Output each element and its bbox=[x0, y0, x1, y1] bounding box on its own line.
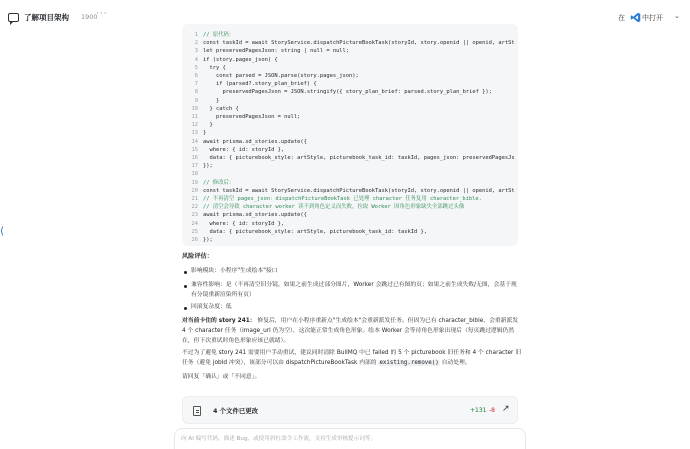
code-text: }); bbox=[203, 237, 213, 243]
story-note-paragraph bbox=[182, 316, 522, 346]
code-text: preservedPagesJson = JSON.stringify({ story_plan_brief: parsed.story_plan_brief }); bbox=[203, 89, 492, 96]
file-icon bbox=[193, 406, 201, 416]
code-text: preservedPagesJson = null; bbox=[203, 114, 301, 120]
chat-icon bbox=[8, 13, 19, 22]
manual-note-pre: 不过为了避免 story 241 需要用户手动重试，建议同时清除 BullMQ 中已 failed 的 5 个 picturebook 旧任务和 4 个 character 旧任务（避免 jobId 冲突），该部分可以由 dispatchPictureBookTask 内部的 bbox=[182, 350, 522, 366]
composer-input[interactable] bbox=[181, 434, 511, 444]
more-options-icon[interactable]: ··· bbox=[96, 9, 108, 19]
code-text: try { bbox=[203, 64, 226, 71]
composer bbox=[174, 428, 526, 449]
story-note-text: 修复后，用户在小程序重新点"生成绘本"会重新派发任务。但因为已有 character_bible，会重新派发 4 个 character 任务（image_url 仍为空），这次能正常生成角色形象。绘本 Worker 会等待角色形象出现后（每页跳过逻辑仍然在，但下次重试时角色形象应该已就绪）。 bbox=[182, 318, 519, 344]
line-number: 1 bbox=[194, 32, 198, 38]
open-in-editor-button[interactable]: 中打开 bbox=[642, 14, 663, 22]
line-number: 24 bbox=[191, 220, 198, 227]
line-number: 6 bbox=[194, 73, 198, 79]
code-text: await prisma.sd_stories.update({ bbox=[203, 138, 307, 145]
line-number: 19 bbox=[191, 179, 198, 186]
confirm-prompt: 请回复「确认」或「不同意」。 bbox=[182, 374, 261, 380]
code-text: const taskId = await StoryService.dispatchPictureBookTask(storyId, story.openid || openid, artSt bbox=[203, 187, 515, 194]
line-number: 14 bbox=[191, 138, 198, 145]
line-number: 3 bbox=[194, 48, 198, 55]
line-number: 22 bbox=[191, 204, 198, 211]
line-number: 5 bbox=[194, 64, 198, 71]
risk-bullet-rollback: 回滚复杂度：低 bbox=[191, 304, 232, 310]
code-text: data: { picturebook_style: artStyle, picturebook_task_id: taskId, pages_json: preservedPagesJs bbox=[203, 155, 515, 161]
line-number: 12 bbox=[191, 122, 198, 129]
code-text: // 修改后： bbox=[203, 179, 235, 186]
collapse-sidebar-icon[interactable]: ⟨ bbox=[0, 226, 4, 237]
code-text: // 不再清空 pages_json：dispatchPictureBookTask 已处理 character 任务复用 character_bible. bbox=[203, 196, 482, 202]
line-number: 26 bbox=[191, 237, 198, 243]
line-number: 7 bbox=[194, 81, 198, 88]
files-changed-label: 4 个文件已更改 bbox=[213, 407, 259, 415]
files-changed-card[interactable] bbox=[182, 396, 518, 424]
bullet-marker bbox=[184, 285, 187, 288]
story-note-strong: 对当前卡住的 story 241： bbox=[182, 318, 256, 324]
conversation-subtitle: 1900 bbox=[81, 12, 98, 21]
code-line bbox=[182, 235, 518, 245]
code-text: } bbox=[203, 122, 213, 129]
code-text: } bbox=[203, 97, 220, 104]
line-number: 4 bbox=[194, 56, 198, 63]
code-text: await prisma.sd_stories.update({ bbox=[203, 212, 307, 219]
line-number: 13 bbox=[191, 130, 198, 137]
code-text: data: { picturebook_style: artStyle, picturebook_task_id: taskId }, bbox=[203, 228, 427, 235]
bullet-marker bbox=[184, 307, 187, 310]
inline-code: existing.remove() bbox=[379, 360, 439, 366]
code-text: if (story.pages_json) { bbox=[203, 56, 278, 63]
additions-count: +131 bbox=[470, 406, 487, 414]
bullet-marker bbox=[184, 271, 187, 274]
code-text: }); bbox=[203, 163, 213, 170]
deletions-count: -8 bbox=[489, 406, 495, 414]
vscode-icon[interactable] bbox=[630, 12, 641, 23]
line-number: 10 bbox=[191, 105, 198, 112]
line-number: 25 bbox=[191, 228, 198, 235]
line-number: 23 bbox=[191, 212, 198, 219]
code-text: const parsed = JSON.parse(story.pages_json); bbox=[203, 73, 359, 79]
code-text: } catch { bbox=[203, 105, 239, 112]
manual-note-post: 自动处理。 bbox=[441, 360, 471, 366]
line-number: 20 bbox=[191, 187, 198, 194]
code-text: where: { id: storyId }, bbox=[203, 220, 285, 227]
open-in-prefix: 在 bbox=[618, 14, 625, 22]
line-number: 2 bbox=[194, 40, 198, 47]
code-block bbox=[182, 24, 518, 246]
code-text: } bbox=[203, 130, 207, 137]
risk-bullet-module: 影响模块：小程序"生成绘本"接口 bbox=[191, 268, 278, 274]
risk-bullet-compat: 兼容性影响：是（不再清空旧分镜，如果之前生成过部分图片，Worker 会跳过已有图的页；如果之前生成失败/无图，会基于现有分镜重新渲染所有页） bbox=[191, 282, 517, 298]
manual-note-paragraph bbox=[182, 348, 522, 368]
line-number: 11 bbox=[191, 114, 198, 120]
line-number: 18 bbox=[191, 171, 198, 178]
line-number: 9 bbox=[194, 97, 198, 104]
code-text: // 清空会导致 character worker 读不到角色定义而失败，拉取 Worker 因角色形象缺失全部跳过头像 bbox=[203, 204, 465, 211]
code-text: const taskId = await StoryService.dispatchPictureBookTask(storyId, story.openid || openid, artSt bbox=[203, 40, 515, 47]
code-text: where: { id: storyId }, bbox=[203, 146, 285, 153]
code-text: // 原代码： bbox=[203, 32, 235, 38]
line-number: 16 bbox=[191, 155, 198, 161]
risk-heading: 风险评估： bbox=[182, 253, 213, 260]
line-number: 21 bbox=[191, 196, 198, 202]
line-number: 15 bbox=[191, 146, 198, 153]
chevron-down-icon[interactable]: ⌄ bbox=[674, 12, 680, 20]
line-number: 8 bbox=[194, 89, 198, 96]
code-text: if (parsed?.story_plan_brief) { bbox=[203, 81, 317, 88]
conversation-title: 了解项目架构 bbox=[24, 13, 69, 22]
line-number: 17 bbox=[191, 163, 198, 170]
code-text: let preservedPagesJson: string | null = null; bbox=[203, 48, 350, 55]
open-diff-arrow-icon[interactable]: ↗ bbox=[502, 404, 510, 414]
